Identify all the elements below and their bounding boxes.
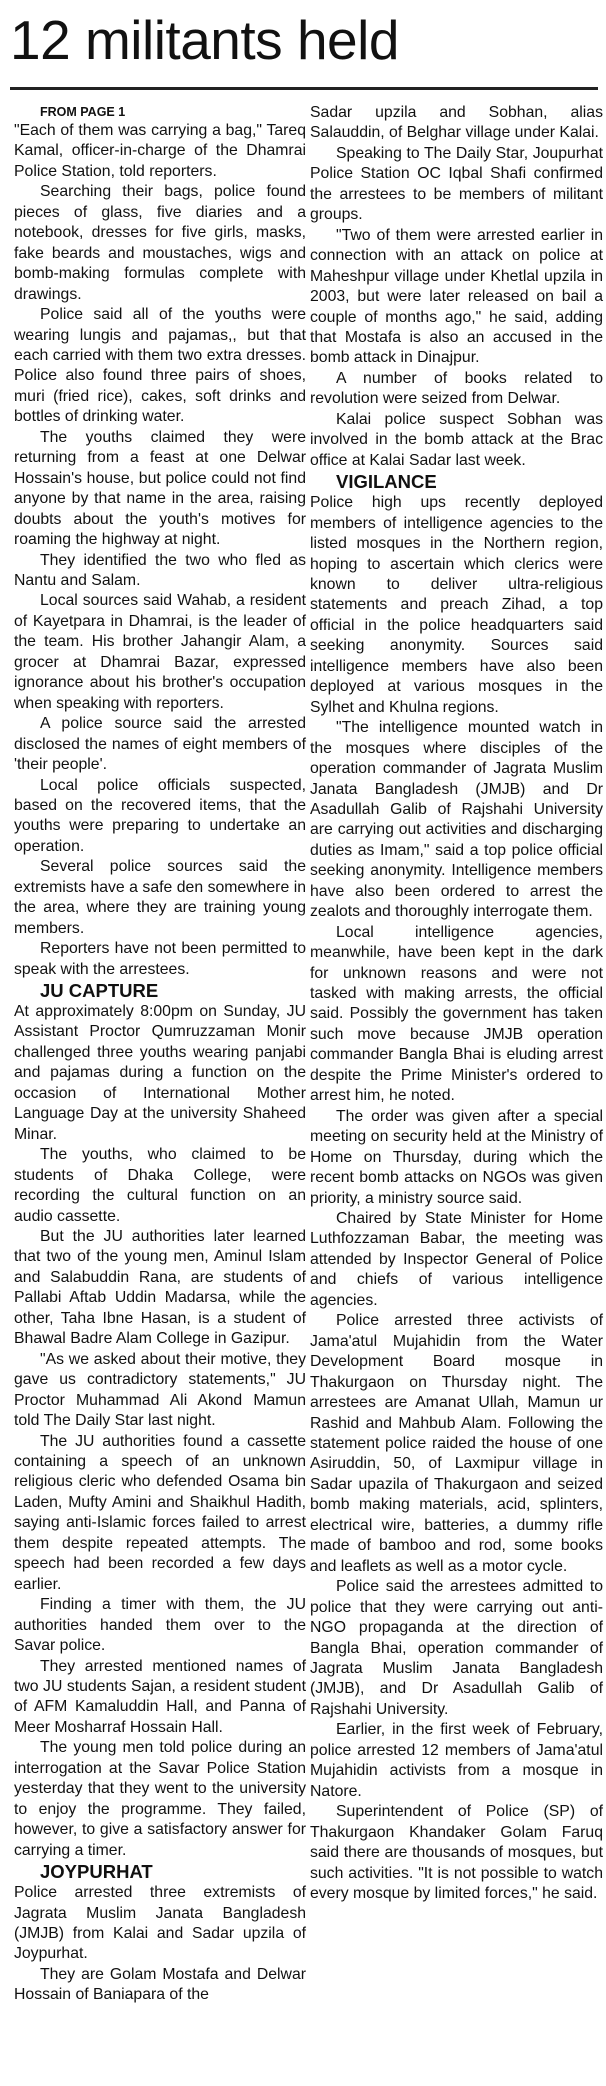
article-paragraph: "The intelligence mounted watch in the mosques where disciples of the operation commander of Jagrata Muslim Janata Bangladesh (JMJB) and Dr Asadullah Galib of Rajshahi University are carrying out activities and discharging duties as Imam," said a top police official seeking anonymity. Intelligence members have also been ordered to arrest the zealots and thoroughly interrogate them.: [310, 719, 603, 921]
article-column-right: [310, 103, 603, 1904]
article-paragraph: Chaired by State Minister for Home Luthfozzaman Babar, the meeting was attended by Inspector General of Police and chiefs of various intelligence agencies.: [310, 1210, 603, 1309]
article-paragraph: But the JU authorities later learned that two of the young men, Aminul Islam and Salabuddin Rana, are students of Pallabi Aftab Uddin Madarsa, while the other, Taha Ibne Hasan, is a student of Bhawal Badre Alam College in Gazipur.: [14, 1228, 306, 1348]
headline-rule: [10, 87, 598, 90]
headline: 12 militants held: [10, 9, 399, 71]
section-subhead: VIGILANCE: [336, 471, 437, 493]
article-paragraph: Superintendent of Police (SP) of Thakurgaon Khandaker Golam Faruq said there are thousands of mosques, but such activities. "It is not possible to watch every mosque by limited forces," he said.: [310, 1803, 603, 1902]
article-paragraph: Police said all of the youths were wearing lungis and pajamas,, but that each carried with them two extra dresses. Police also found three pairs of shoes, muri (fried rice), cakes, soft drinks and bottles of drinking water.: [14, 306, 306, 426]
article-paragraph: "Each of them was carrying a bag," Tareq Kamal, officer-in-charge of the Dhamrai Police Station, told reporters.: [14, 122, 306, 180]
article-paragraph: Reporters have not been permitted to speak with the arrestees.: [14, 940, 306, 978]
article-paragraph: Speaking to The Daily Star, Joupurhat Police Station OC Iqbal Shafi confirmed the arrestees to be members of militant groups.: [310, 144, 603, 224]
article-paragraph: The youths claimed they were returning from a feast at one Delwar Hossain's house, but police could not find anyone by that name in the area, raising doubts about the youth's motives for roaming the highway at night.: [14, 428, 306, 549]
article-paragraph: Local intelligence agencies, meanwhile, have been kept in the dark for unknown reasons and were not tasked with making arrests, the official said. Possibly the government has taken such move because JMJB operation commander Bangla Bhai is eluding arrest despite the Prime Minister's ordered to arrest him, he noted.: [310, 923, 603, 1105]
article-paragraph: They arrested mentioned names of two JU students Sajan, a resident student of AFM Kamaluddin Hall, and Panna of Meer Mosharraf Hossain Hall.: [14, 1657, 306, 1736]
article-paragraph: Kalai police suspect Sobhan was involved in the bomb attack at the Brac office at Kalai Sadar last week.: [310, 410, 603, 469]
article-paragraph: Earlier, in the first week of February, police arrested 12 members of Jama'atul Mujahidin activists from a mosque in Natore.: [310, 1721, 603, 1800]
article-paragraph: Several police sources said the extremists have a safe den somewhere in the area, where they are training young members.: [14, 858, 306, 937]
article-paragraph: Local police officials suspected, based on the recovered items, that the youths were preparing to undertake an operation.: [14, 776, 306, 855]
article-paragraph: Sadar upzila and Sobhan, alias Salauddin, of Belghar village under Kalai.: [310, 104, 603, 142]
article-paragraph: At approximately 8:00pm on Sunday, JU Assistant Proctor Qumruzzaman Monir challenged three youths wearing panjabi and pajamas during a function on the occasion of International Mother Language Day at the university Shaheed Minar.: [14, 1003, 306, 1143]
article-paragraph: A number of books related to revolution were seized from Delwar.: [310, 369, 603, 408]
article-column-left: [14, 103, 306, 2006]
article-paragraph: "Two of them were arrested earlier in connection with an attack on police at Maheshpur village under Khetlal upzila in 2003, but were later released on bail a couple of months ago," he said, adding that Mostafa is also an accused in the bomb attack in Dinajpur.: [310, 226, 603, 367]
article-paragraph: The young men told police during an interrogation at the Savar Police Station yesterday that they went to the university to enjoy the programme. They failed, however, to give a satisfactory answer for carrying a timer.: [14, 1739, 306, 1859]
article-paragraph: Police arrested three extremists of Jagrata Muslim Janata Bangladesh (JMJB) from Kalai and Sadar upzila of Joypurhat.: [14, 1884, 306, 1963]
article-paragraph: Local sources said Wahab, a resident of Kayetpara in Dhamrai, is the leader of the team. His brother Jahangir Alam, a grocer at Dhamrai Bazar, expressed ignorance about his brother's occupation when speaking with reporters.: [14, 592, 306, 712]
section-subhead: JU CAPTURE: [40, 980, 159, 1002]
section-subhead: JOYPURHAT: [40, 1861, 153, 1883]
continuation-kicker: FROM PAGE 1: [40, 105, 126, 119]
article-paragraph: "As we asked about their motive, they gave us contradictory statements," JU Proctor Muhammad Ali Akond Mamun told The Daily Star last night.: [14, 1350, 306, 1430]
article-paragraph: Searching their bags, police found pieces of glass, five diaries and a notebook, dresses for five girls, masks, fake beards and moustaches, wigs and bomb-making formulas complete with drawings.: [14, 183, 306, 303]
article-paragraph: A police source said the arrested disclosed the names of eight members of 'their people'.: [14, 715, 306, 774]
article-paragraph: They identified the two who fled as Nantu and Salam.: [14, 551, 306, 589]
article-paragraph: Police said the arrestees admitted to police that they were carrying out anti-NGO propaganda at the direction of Bangla Bhai, operation commander of Jagrata Muslim Janata Bangladesh (JMJB), and Dr Asadullah Galib of Rajshahi University.: [310, 1578, 603, 1718]
article-paragraph: The order was given after a special meeting on security held at the Ministry of Home on Thursday, during which the recent bomb attacks on NGOs was given priority, a ministry source said.: [310, 1107, 603, 1207]
article-paragraph: Police arrested three activists of Jama'atul Mujahidin from the Water Development Board mosque in Thakurgaon on Thursday night. The arrestees are Amanat Ullah, Mamun ur Rashid and Mahbub Alam. Following the statement police raided the house of one Asiruddin, 50, of Laxmipur village in Sadar upazila of Thakurgaon and seized bomb making materials, acid, splinters, electrical wire, batteries, a dummy rifle made of bamboo and rod, some books and leaflets as well as a motor cycle.: [310, 1312, 603, 1575]
article-paragraph: Police high ups recently deployed members of intelligence agencies to the listed mosques in the Northern region, hoping to ascertain which clerics were known to deliver ultra-religious statements and preach Zihad, a top official in the police headquarters said seeking anonymity. Sources said intelligence members have also been deployed at various mosques in the Sylhet and Khulna regions.: [310, 494, 603, 716]
article-paragraph: They are Golam Mostafa and Delwar Hossain of Baniapara of the: [14, 1965, 306, 2004]
article-paragraph: The JU authorities found a cassette containing a speech of an unknown religious cleric who defended Osama bin Laden, Mufty Amini and Shaikhul Hadith, saying anti-Islamic forces failed to arrest them despite repeated attempts. The speech had been recorded a few days earlier.: [14, 1432, 306, 1593]
article-paragraph: The youths, who claimed to be students of Dhaka College, were recording the cultural function on an audio cassette.: [14, 1146, 306, 1225]
article-paragraph: Finding a timer with them, the JU authorities handed them over to the Savar police.: [14, 1596, 306, 1655]
